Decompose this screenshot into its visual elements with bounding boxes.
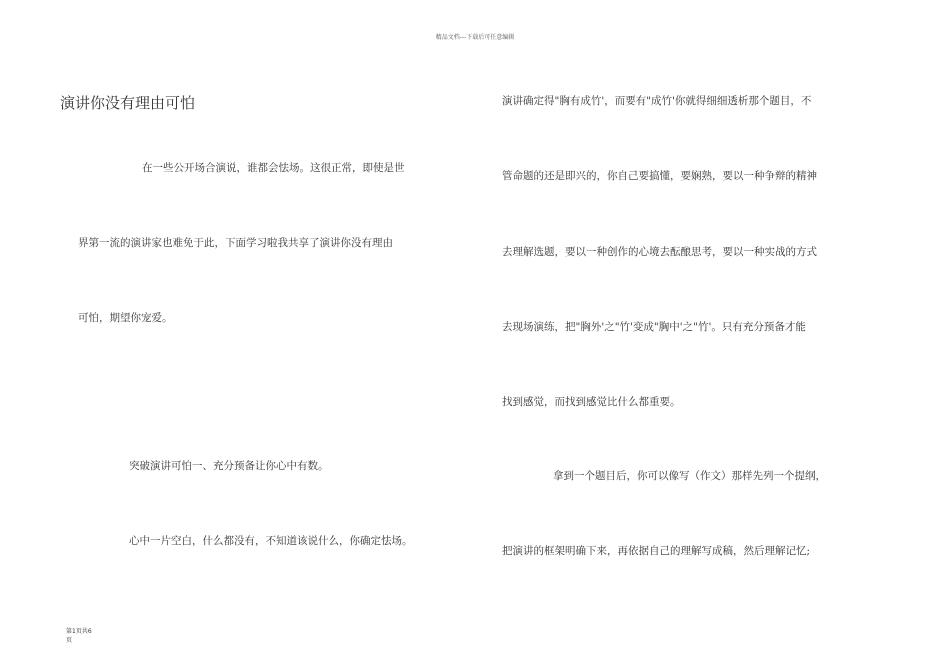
right-paragraph-line-2: 管命题的还是即兴的，你自己要搞懂，要娴熟，要以一种争辩的精神	[502, 170, 817, 182]
left-paragraph-line-3: 可怕，期望你宠爱。	[78, 312, 173, 324]
left-paragraph-line-5: 心中一片空白，什么都没有，不知道该说什么，你确定怯场。	[129, 535, 413, 547]
page-number-text: 第1页共6	[66, 628, 92, 635]
right-paragraph-line-3: 去理解选题，要以一种创作的心境去酝酿思考，要以一种实战的方式	[502, 246, 817, 258]
right-paragraph-line-1: 演讲确定得"胸有成竹'，而要有"成竹'你就得细细透析那个题目，不	[502, 95, 812, 107]
left-paragraph-line-4: 突破演讲可怕一、充分预备让你心中有数。	[129, 460, 329, 472]
right-paragraph-line-6: 拿到一个题目后，你可以像写（作文）那样先列一个提纲，	[553, 470, 826, 482]
right-paragraph-line-5: 找到感觉，而找到感觉比什么都重要。	[502, 396, 681, 408]
page-number-suffix: 页	[66, 637, 73, 644]
right-paragraph-line-4: 去现场演练，把"胸外'之"竹'变成"胸中'之"竹'。只有充分预备才能	[502, 321, 806, 333]
page-header: 精品文档---下载后可任意编辑	[435, 34, 515, 41]
right-paragraph-line-7: 把演讲的框架明确下来，再依据自己的理解写成稿，然后理解记忆;	[502, 545, 811, 557]
left-paragraph-line-1: 在一些公开场合演说，谁都会怯场。这很正常，即使是世	[142, 162, 405, 174]
document-title: 演讲你没有理由可怕	[60, 94, 196, 112]
left-paragraph-line-2: 界第一流的演讲家也难免于此，下面学习啦我共享了演讲你没有理由	[78, 237, 393, 249]
page-number	[66, 627, 92, 645]
